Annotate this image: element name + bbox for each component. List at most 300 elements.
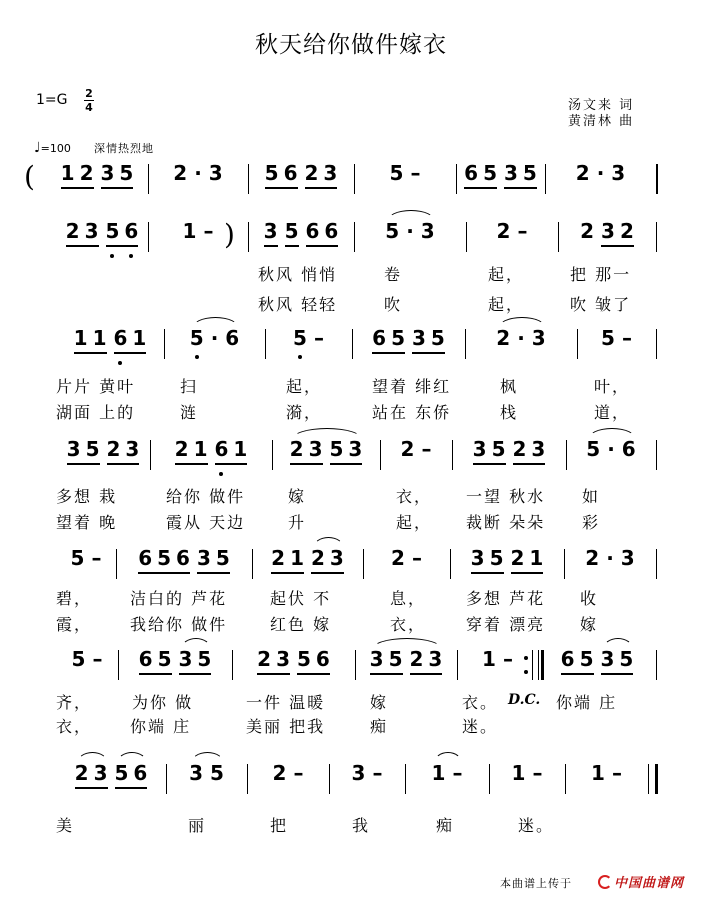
lyric-syllable: 多想 栽 xyxy=(56,487,118,506)
note-digit: 5 xyxy=(489,546,504,570)
note-digit: 1 xyxy=(182,219,197,243)
lyric-line xyxy=(0,813,702,837)
note-digit: 5 xyxy=(157,546,172,570)
lyric-syllable: 起伏 不 xyxy=(270,589,332,608)
note-digit: 6 xyxy=(372,326,387,350)
note-group xyxy=(622,325,632,351)
note-digit: 3 xyxy=(348,437,363,461)
note-group xyxy=(473,436,506,465)
bar-line xyxy=(656,164,658,194)
note-digit: 5 xyxy=(619,647,634,671)
note-group xyxy=(372,325,405,354)
eighth-underline xyxy=(471,572,504,574)
lyric-syllable: 齐， xyxy=(56,693,93,712)
note-digit: 3 xyxy=(531,437,546,461)
note-digit: 3 xyxy=(531,326,546,350)
bar-line xyxy=(166,764,167,794)
lyric-syllable: 衣， xyxy=(56,717,93,736)
note-digit: 3 xyxy=(412,326,426,350)
note-digit: 6 xyxy=(138,546,153,570)
lyric-syllable: 卷 xyxy=(384,265,403,284)
note-group xyxy=(293,760,303,786)
lyric-syllable: 穿着 漂亮 xyxy=(466,615,546,634)
measure xyxy=(60,646,114,686)
lyric-syllable: 一望 秋水 xyxy=(466,487,546,506)
note-digit: 2 xyxy=(74,761,89,785)
lyric-syllable: 美丽 把我 xyxy=(246,717,326,736)
lyric-syllable: 丽 xyxy=(188,816,207,835)
note-digit: 5 xyxy=(157,647,172,671)
dash-note: – xyxy=(372,761,383,785)
measure xyxy=(358,218,462,258)
measure xyxy=(359,646,453,686)
bar-line xyxy=(148,222,149,252)
low-octave-dot xyxy=(298,355,302,359)
note-group xyxy=(606,545,614,571)
bar-line xyxy=(545,164,546,194)
bar-line xyxy=(466,222,467,252)
note-digit: 1 xyxy=(511,761,526,785)
logo-mark-icon xyxy=(598,875,612,889)
note-digit: 2 xyxy=(409,647,424,671)
bar-line xyxy=(232,650,233,680)
note-digit: 5 xyxy=(85,437,100,461)
note-digit: 3 xyxy=(100,161,115,185)
eighth-underline xyxy=(61,187,94,189)
note-group xyxy=(513,436,546,465)
eighth-underline xyxy=(305,187,338,189)
measure xyxy=(60,325,160,365)
note-group xyxy=(372,760,382,786)
note-group xyxy=(412,545,422,571)
note-group xyxy=(106,218,139,247)
note-digit: 1 xyxy=(482,647,496,671)
note-digit: 1 xyxy=(60,161,75,185)
dash-note: – xyxy=(517,219,528,243)
note-digit: 5 xyxy=(385,219,400,243)
note-digit: 2 xyxy=(496,219,511,243)
note-digit: 5 xyxy=(284,219,299,243)
eighth-underline xyxy=(197,572,230,574)
note-digit: 3 xyxy=(600,647,615,671)
lyric-syllable: 彩 xyxy=(582,513,601,532)
note-group xyxy=(179,646,212,675)
note-group xyxy=(290,436,323,465)
lyric-line xyxy=(0,586,702,610)
lyric-syllable: 裁断 朵朵 xyxy=(466,513,546,532)
eighth-underline xyxy=(473,463,506,465)
measure xyxy=(236,646,351,686)
lyric-syllable: 收 xyxy=(580,589,599,608)
note-digit: 2 xyxy=(580,219,595,243)
score-row xyxy=(0,436,702,476)
note-digit: 6 xyxy=(176,546,190,570)
measure xyxy=(60,760,162,800)
note-group xyxy=(66,218,99,247)
note-digit: 5 xyxy=(329,437,344,461)
bar-line xyxy=(150,440,151,470)
note-group xyxy=(370,646,403,675)
score-row xyxy=(0,160,702,200)
note-group xyxy=(271,545,304,574)
slur-arc xyxy=(372,638,443,649)
bar-line xyxy=(465,329,466,359)
measure xyxy=(252,160,350,200)
lyric-syllable: 站在 东侨 xyxy=(372,403,452,422)
note-digit: 1 xyxy=(193,437,208,461)
note-digit: 3 xyxy=(369,647,384,671)
slur-arc xyxy=(117,752,148,763)
note-group xyxy=(330,436,363,465)
eighth-underline xyxy=(139,673,172,675)
lyric-syllable: 多想 芦花 xyxy=(466,589,546,608)
dot-note: · xyxy=(406,219,414,243)
note-group xyxy=(75,760,108,789)
note-group xyxy=(293,325,307,351)
note-group xyxy=(305,160,338,189)
note-group xyxy=(139,646,172,675)
bar-line xyxy=(566,440,567,470)
dash-note: – xyxy=(91,546,102,570)
lyric-syllable: 嫁 xyxy=(288,487,307,506)
lyric-line xyxy=(0,374,702,398)
note-digit: 6 xyxy=(621,437,636,461)
lyric-syllable: 你端 庄 xyxy=(130,717,192,736)
note-digit: 3 xyxy=(66,437,81,461)
lyricist-credit: 汤文来 词 xyxy=(568,98,635,113)
note-digit: 5 xyxy=(391,326,405,350)
note-digit: 6 xyxy=(124,218,138,244)
bar-line xyxy=(329,764,330,794)
note-digit: 5 xyxy=(579,647,594,671)
note-group xyxy=(471,545,504,574)
note-digit: 5 xyxy=(297,647,311,671)
lyric-syllable: 涟 xyxy=(180,403,199,422)
dash-note: – xyxy=(411,546,422,570)
eighth-underline xyxy=(179,673,212,675)
lyric-line xyxy=(0,262,702,286)
measure xyxy=(358,160,452,200)
score-row xyxy=(0,325,702,365)
note-digit: 5 xyxy=(215,546,230,570)
lyric-line xyxy=(0,510,702,534)
note-group xyxy=(532,325,546,351)
lyric-syllable: 洁白的 芦花 xyxy=(130,589,228,608)
note-digit: 2 xyxy=(289,437,304,461)
slur-arc xyxy=(588,428,635,439)
dash-note: – xyxy=(452,761,463,785)
measure xyxy=(256,545,359,585)
eighth-underline xyxy=(66,245,99,247)
note-digit: 3 xyxy=(472,437,487,461)
note-group xyxy=(183,218,197,244)
eighth-underline xyxy=(297,673,330,675)
note-digit: 6 xyxy=(283,161,298,185)
bar-line xyxy=(656,329,657,359)
measure xyxy=(549,160,652,200)
note-group xyxy=(189,760,203,786)
note-group xyxy=(72,646,86,672)
eighth-underline xyxy=(215,463,248,465)
note-group xyxy=(532,760,542,786)
bar-line xyxy=(252,549,253,579)
lyric-syllable: 起， xyxy=(488,295,525,314)
note-digit: 5 xyxy=(114,761,129,785)
note-digit: 2 xyxy=(174,437,189,461)
note-digit: 1 xyxy=(132,326,147,350)
bar-line xyxy=(247,764,248,794)
note-digit: 3 xyxy=(611,161,626,185)
lyric-syllable: 枫 xyxy=(500,377,519,396)
note-digit: 3 xyxy=(420,219,435,243)
note-group xyxy=(107,436,140,465)
repeat-close-bracket: ) xyxy=(224,218,235,251)
measure xyxy=(269,325,348,365)
dot-note: · xyxy=(194,161,202,185)
site-logo xyxy=(598,872,684,891)
slur-arc xyxy=(77,752,108,763)
bar-line xyxy=(405,764,406,794)
note-digit: 1 xyxy=(233,437,248,461)
measure xyxy=(333,760,401,800)
lyric-syllable: 嫁 xyxy=(580,615,599,634)
note-group xyxy=(115,760,148,789)
note-group xyxy=(71,545,85,571)
note-digit: 3 xyxy=(620,546,635,570)
note-digit: 5 xyxy=(71,647,86,671)
measure xyxy=(170,760,243,800)
note-group xyxy=(561,646,594,675)
note-digit: 5 xyxy=(293,325,307,351)
bar-line xyxy=(656,650,657,680)
bar-line xyxy=(354,164,355,194)
note-digit: 3 xyxy=(601,219,615,243)
note-group xyxy=(197,545,230,574)
note-group xyxy=(390,160,404,186)
note-group xyxy=(67,436,100,465)
note-digit: 5 xyxy=(190,325,204,351)
note-group xyxy=(601,325,615,351)
note-digit: 3 xyxy=(276,647,290,671)
bar-line xyxy=(450,549,451,579)
lyric-line xyxy=(0,400,702,424)
note-group xyxy=(173,160,187,186)
lyric-syllable: 升 xyxy=(288,513,307,532)
note-digit: 2 xyxy=(257,647,272,671)
slur-arc xyxy=(292,428,363,439)
note-group xyxy=(61,160,94,189)
note-digit: 3 xyxy=(189,761,203,785)
note-group xyxy=(464,160,497,189)
note-digit: 5 xyxy=(210,761,224,785)
lyric-syllable: 衣， xyxy=(390,615,427,634)
note-digit: 2 xyxy=(304,161,319,185)
note-group xyxy=(512,760,526,786)
lyric-syllable: 息， xyxy=(390,589,427,608)
note-digit: 1 xyxy=(73,326,88,350)
note-digit: 5 xyxy=(70,546,85,570)
repeat-end-barline xyxy=(532,650,544,680)
lyric-syllable: 嫁 xyxy=(370,693,389,712)
lyric-line xyxy=(0,690,702,714)
note-digit: 5 xyxy=(522,161,537,185)
note-digit: 2 xyxy=(65,219,80,243)
lyric-syllable: 痴 xyxy=(436,816,455,835)
measure xyxy=(569,760,644,800)
score-row xyxy=(0,646,702,686)
dash-note: – xyxy=(293,761,304,785)
note-digit: 2 xyxy=(391,546,405,570)
note-digit: 2 xyxy=(585,546,600,570)
dot-note: · xyxy=(606,546,614,570)
note-digit: 5 xyxy=(388,647,403,671)
measure xyxy=(570,436,652,476)
lyric-syllable: 湖面 上的 xyxy=(56,403,136,422)
dash-note: – xyxy=(611,761,622,785)
score-row xyxy=(0,218,702,258)
lyric-syllable: 一件 温暖 xyxy=(246,693,326,712)
measure xyxy=(154,436,268,476)
lyric-syllable: 我 xyxy=(352,816,371,835)
final-barline xyxy=(648,764,658,794)
note-group xyxy=(385,218,399,244)
note-group xyxy=(211,325,219,351)
dot-note: · xyxy=(210,326,219,350)
slur-arc xyxy=(191,752,224,763)
bar-line xyxy=(456,164,457,194)
bar-line xyxy=(352,329,353,359)
slur-arc xyxy=(603,638,634,649)
bar-line xyxy=(380,440,381,470)
bar-line xyxy=(164,329,165,359)
lyric-line xyxy=(0,292,702,316)
lyric-syllable: 道， xyxy=(594,403,631,422)
note-group xyxy=(273,760,287,786)
note-group xyxy=(597,160,605,186)
note-digit: 3 xyxy=(308,437,323,461)
eighth-underline xyxy=(285,245,299,247)
note-digit: 6 xyxy=(315,647,330,671)
lyric-syllable: 我给你 做件 xyxy=(130,615,228,634)
dash-note: – xyxy=(92,647,103,671)
note-digit: 2 xyxy=(400,437,415,461)
note-digit: 3 xyxy=(208,161,223,185)
slur-arc xyxy=(313,537,344,548)
note-group xyxy=(297,646,330,675)
lyric-syllable: 扫 xyxy=(180,377,199,396)
eighth-underline xyxy=(107,463,140,465)
measure xyxy=(168,325,261,365)
slur-arc xyxy=(498,317,545,328)
bar-line xyxy=(354,222,355,252)
note-digit: 5 xyxy=(483,161,497,185)
note-group xyxy=(410,646,443,675)
measure xyxy=(456,436,562,476)
composer-credit: 黄清林 曲 xyxy=(568,114,635,129)
lyric-syllable: 你端 庄 xyxy=(556,693,618,712)
tempo-marking xyxy=(34,140,71,156)
note-digit: 6 xyxy=(324,219,339,243)
measure xyxy=(409,760,485,800)
measure xyxy=(469,325,573,365)
note-digit: 3 xyxy=(93,761,108,785)
dash-note: – xyxy=(502,647,513,671)
note-digit: 1 xyxy=(529,546,544,570)
note-group xyxy=(215,436,248,465)
measure xyxy=(356,325,461,365)
bar-line xyxy=(577,329,578,359)
lyric-syllable: 霞从 天边 xyxy=(166,513,246,532)
note-digit: 3 xyxy=(263,219,278,243)
eighth-underline xyxy=(311,572,344,574)
note-group xyxy=(138,545,190,574)
eighth-underline xyxy=(330,463,363,465)
bar-line xyxy=(355,650,356,680)
dot-note: · xyxy=(607,437,615,461)
note-group xyxy=(482,646,496,672)
score-row xyxy=(0,545,702,585)
measure xyxy=(276,436,376,476)
note-group xyxy=(114,325,147,354)
lyric-syllable: 碧， xyxy=(56,589,93,608)
repeat-open-bracket: ( xyxy=(24,160,35,193)
note-group xyxy=(306,218,339,247)
eighth-underline xyxy=(412,352,445,354)
note-digit: 6 xyxy=(225,326,240,350)
note-group xyxy=(496,325,510,351)
lyric-syllable: 起， xyxy=(286,377,323,396)
note-digit: 5 xyxy=(197,647,212,671)
eighth-underline xyxy=(271,572,304,574)
lyric-syllable: 栈 xyxy=(500,403,519,422)
lyric-syllable: 迷。 xyxy=(462,717,499,736)
note-group xyxy=(601,218,634,247)
note-digit: 2 xyxy=(311,546,325,570)
note-group xyxy=(432,760,446,786)
measure xyxy=(251,760,325,800)
measure xyxy=(122,646,228,686)
bar-line xyxy=(564,549,565,579)
eighth-underline xyxy=(138,572,190,574)
note-group xyxy=(92,646,102,672)
note-group xyxy=(511,545,544,574)
note-digit: 3 xyxy=(329,546,344,570)
note-digit: 2 xyxy=(271,546,286,570)
expression-marking: 深情热烈地 xyxy=(94,142,154,155)
eighth-underline xyxy=(74,352,107,354)
note-digit: 5 xyxy=(586,437,601,461)
measure xyxy=(60,436,146,476)
eighth-underline xyxy=(504,187,537,189)
note-group xyxy=(225,325,239,351)
da-capo-marking: D.C. xyxy=(508,692,541,708)
slur-arc xyxy=(181,638,212,649)
low-octave-dot xyxy=(195,355,199,359)
bar-line xyxy=(489,764,490,794)
measure xyxy=(568,545,652,585)
key-signature: 1=G xyxy=(36,92,68,108)
dash-note: – xyxy=(421,437,432,461)
lyric-syllable: 秋风 悄悄 xyxy=(258,265,338,284)
note-digit: 2 xyxy=(106,437,121,461)
note-digit: 3 xyxy=(428,647,443,671)
note-digit: 3 xyxy=(504,161,518,185)
lyric-syllable: 美 xyxy=(56,816,75,835)
note-digit: 1 xyxy=(591,761,605,785)
slur-arc xyxy=(387,210,434,221)
measure xyxy=(50,160,144,200)
bar-line xyxy=(265,329,266,359)
